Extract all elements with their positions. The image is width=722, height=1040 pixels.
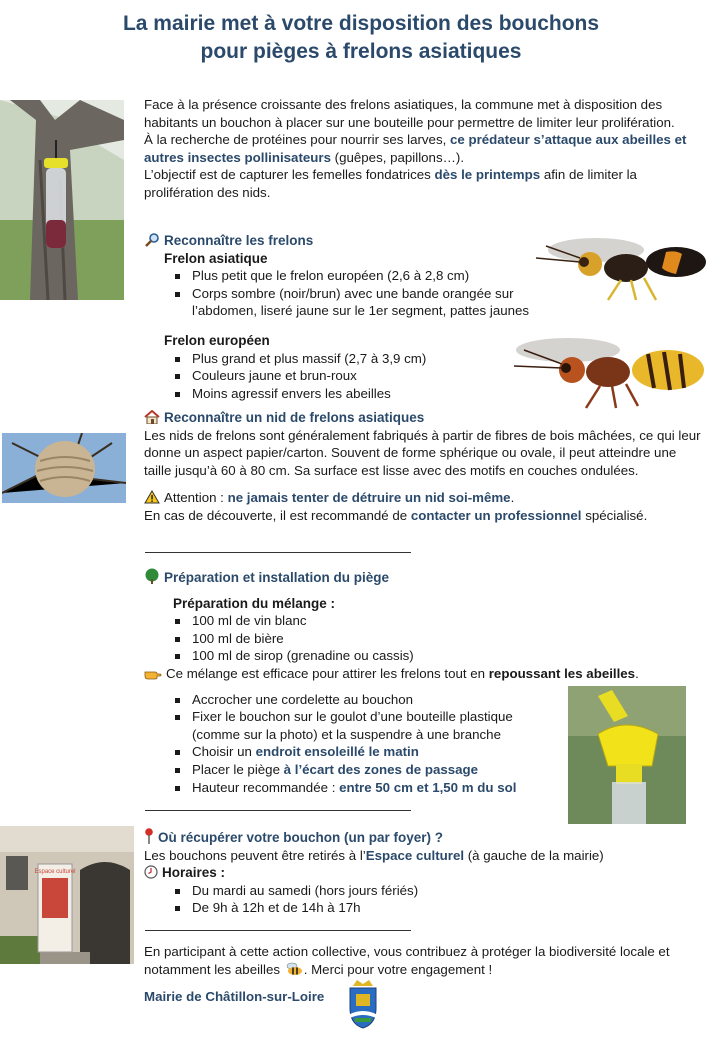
euro-item-2: Couleurs jaune et brun-roux — [192, 367, 552, 385]
pickup-text — [144, 847, 704, 865]
pickup-text-c: (à gauche de la mairie) — [464, 847, 604, 863]
sign-text: Espace culturel — [34, 869, 76, 875]
mix-note-text: Ce mélange est efficace pour attirer les frelons tout en — [166, 665, 489, 681]
nest-warning — [144, 489, 704, 507]
divider-1 — [145, 552, 411, 553]
recognize-heading-text: Reconnaître les frelons — [164, 233, 314, 248]
nest-heading-text: Reconnaître un nid de frelons asiatiques — [164, 410, 425, 425]
house-icon — [144, 410, 160, 424]
step-4-text: Placer le piège — [192, 761, 284, 777]
asian-hornet-image — [526, 228, 712, 302]
hours-item-1: Du mardi au samedi (hors jours fériés) — [192, 882, 704, 900]
step-1: Accrocher une cordelette au bouchon — [192, 691, 552, 709]
title-line-2: pour pièges à frelons asiatiques — [200, 40, 522, 63]
intro-p2-end: (guêpes, papillons…). — [330, 149, 465, 165]
step-2: Fixer le bouchon sur le goulot d’une bouteille plastique (comme sur la photo) et la suspendre à une branche — [192, 708, 552, 743]
mix-item-3: 100 ml de sirop (grenadine ou cassis) — [192, 647, 704, 665]
hours-title — [144, 864, 704, 882]
divider-2 — [145, 810, 411, 811]
pickup-highlight: Espace culturel — [365, 847, 465, 863]
mix-note-end: . — [635, 665, 639, 681]
intro-p2 — [144, 131, 704, 166]
intro-p2-highlight: ce prédateur s’attaque aux abeilles et autres insectes pollinisateurs — [144, 132, 687, 165]
pin-icon — [144, 828, 154, 844]
hornet-nest-photo — [2, 433, 126, 503]
euro-item-3: Moins agressif envers les abeilles — [192, 385, 552, 403]
intro-p3-highlight: dès le printemps — [434, 167, 541, 183]
step-4 — [192, 761, 552, 779]
nest-section — [144, 409, 704, 525]
asian-hornet-title: Frelon asiatique — [164, 250, 268, 266]
closing-section — [144, 943, 704, 1006]
european-hornet-title: Frelon européen — [164, 332, 270, 348]
european-hornet-image — [508, 330, 714, 410]
closing-text-a: En participant à cette action collective, vous contribuez à protéger la biodiversité locale et notamment les abeilles — [144, 944, 670, 977]
magnifier-icon — [144, 233, 160, 247]
asian-item-1: Plus petit que le frelon européen (2,6 à 2,8 cm) — [192, 267, 562, 285]
mix-note-bold: repoussant les abeilles — [488, 665, 636, 681]
step-3-text: Choisir un — [192, 744, 256, 760]
pickup-heading — [144, 828, 704, 847]
contact-end: spécialisé. — [581, 507, 648, 523]
intro-p3-end: afin de limiter la prolifération des nids. — [144, 167, 637, 200]
contact-highlight: contacter un professionnel — [410, 507, 582, 523]
trap-heading-text: Préparation et installation du piège — [164, 570, 390, 585]
intro-block — [144, 96, 704, 202]
divider-3 — [145, 930, 411, 931]
pickup-section — [144, 828, 704, 917]
trap-cap-photo — [568, 686, 686, 824]
cultural-space-photo — [0, 826, 134, 964]
step-4-highlight: à l’écart des zones de passage — [283, 761, 479, 777]
mix-title: Préparation du mélange : — [173, 595, 336, 611]
nest-description: Les nids de frelons sont généralement fabriqués à partir de fibres de bois mâchées, ce qui leur donne un aspect papier/carton. Souvent de forme sphérique ou ovale, il peut atteindre une taille jusqu’à 60 à 80 cm. Sa surface est lisse avec des motifs en couches ondulées. — [144, 427, 701, 478]
warning-end: . — [510, 490, 515, 506]
intro-p1: Face à la présence croissante des frelons asiatiques, la commune met à disposition des habitants un bouchon à placer sur une bouteille pour permettre de limiter leur prolifération. — [144, 97, 675, 130]
pointing-hand-icon — [144, 666, 162, 680]
tree-icon — [144, 568, 160, 584]
intro-p3-text: L’objectif est de capturer les femelles fondatrices — [144, 167, 435, 183]
trap-heading — [144, 568, 704, 587]
pickup-heading-text: Où récupérer votre bouchon (un par foyer) ? — [158, 830, 444, 845]
bee-icon — [284, 962, 304, 976]
title-line-1: La mairie met à votre disposition des bouchons — [122, 12, 600, 35]
closing-text — [144, 943, 704, 978]
warning-highlight: ne jamais tenter de détruire un nid soi-même — [227, 490, 511, 506]
euro-item-1: Plus grand et plus massif (2,7 à 3,9 cm) — [192, 350, 552, 368]
step-3-highlight: endroit ensoleillé le matin — [255, 744, 419, 760]
nest-contact — [144, 507, 704, 525]
warning-label: Attention : — [164, 490, 228, 506]
nest-heading — [144, 409, 704, 427]
warning-icon — [144, 490, 160, 504]
intro-p3 — [144, 166, 704, 201]
hours-title-text: Horaires : — [162, 865, 226, 881]
intro-p2-text: À la recherche de protéines pour nourrir ses larves, — [144, 132, 450, 148]
page-title — [0, 10, 722, 66]
step-5-text: Hauteur recommandée : — [192, 779, 340, 795]
asian-item-2: Corps sombre (noir/brun) avec une bande orangée sur l’abdomen, liseré jaune sur le 1er segment, pattes jaunes — [192, 285, 562, 320]
clock-icon — [144, 865, 158, 879]
mix-item-1: 100 ml de vin blanc — [192, 612, 704, 630]
mix-item-2: 100 ml de bière — [192, 630, 704, 648]
signature: Mairie de Châtillon-sur-Loire — [144, 989, 325, 1005]
tree-trap-photo — [0, 100, 124, 300]
step-3 — [192, 743, 552, 761]
mix-note — [144, 665, 704, 683]
pickup-text-a: Les bouchons peuvent être retirés à l’ — [144, 847, 366, 863]
step-5-highlight: entre 50 cm et 1,50 m du sol — [339, 779, 517, 795]
closing-text-b: . Merci pour votre engagement ! — [303, 961, 493, 977]
contact-text: En cas de découverte, il est recommandé de — [144, 507, 411, 523]
coat-of-arms-icon — [347, 978, 379, 1030]
hours-item-2: De 9h à 12h et de 14h à 17h — [192, 899, 704, 917]
step-5 — [192, 779, 552, 797]
